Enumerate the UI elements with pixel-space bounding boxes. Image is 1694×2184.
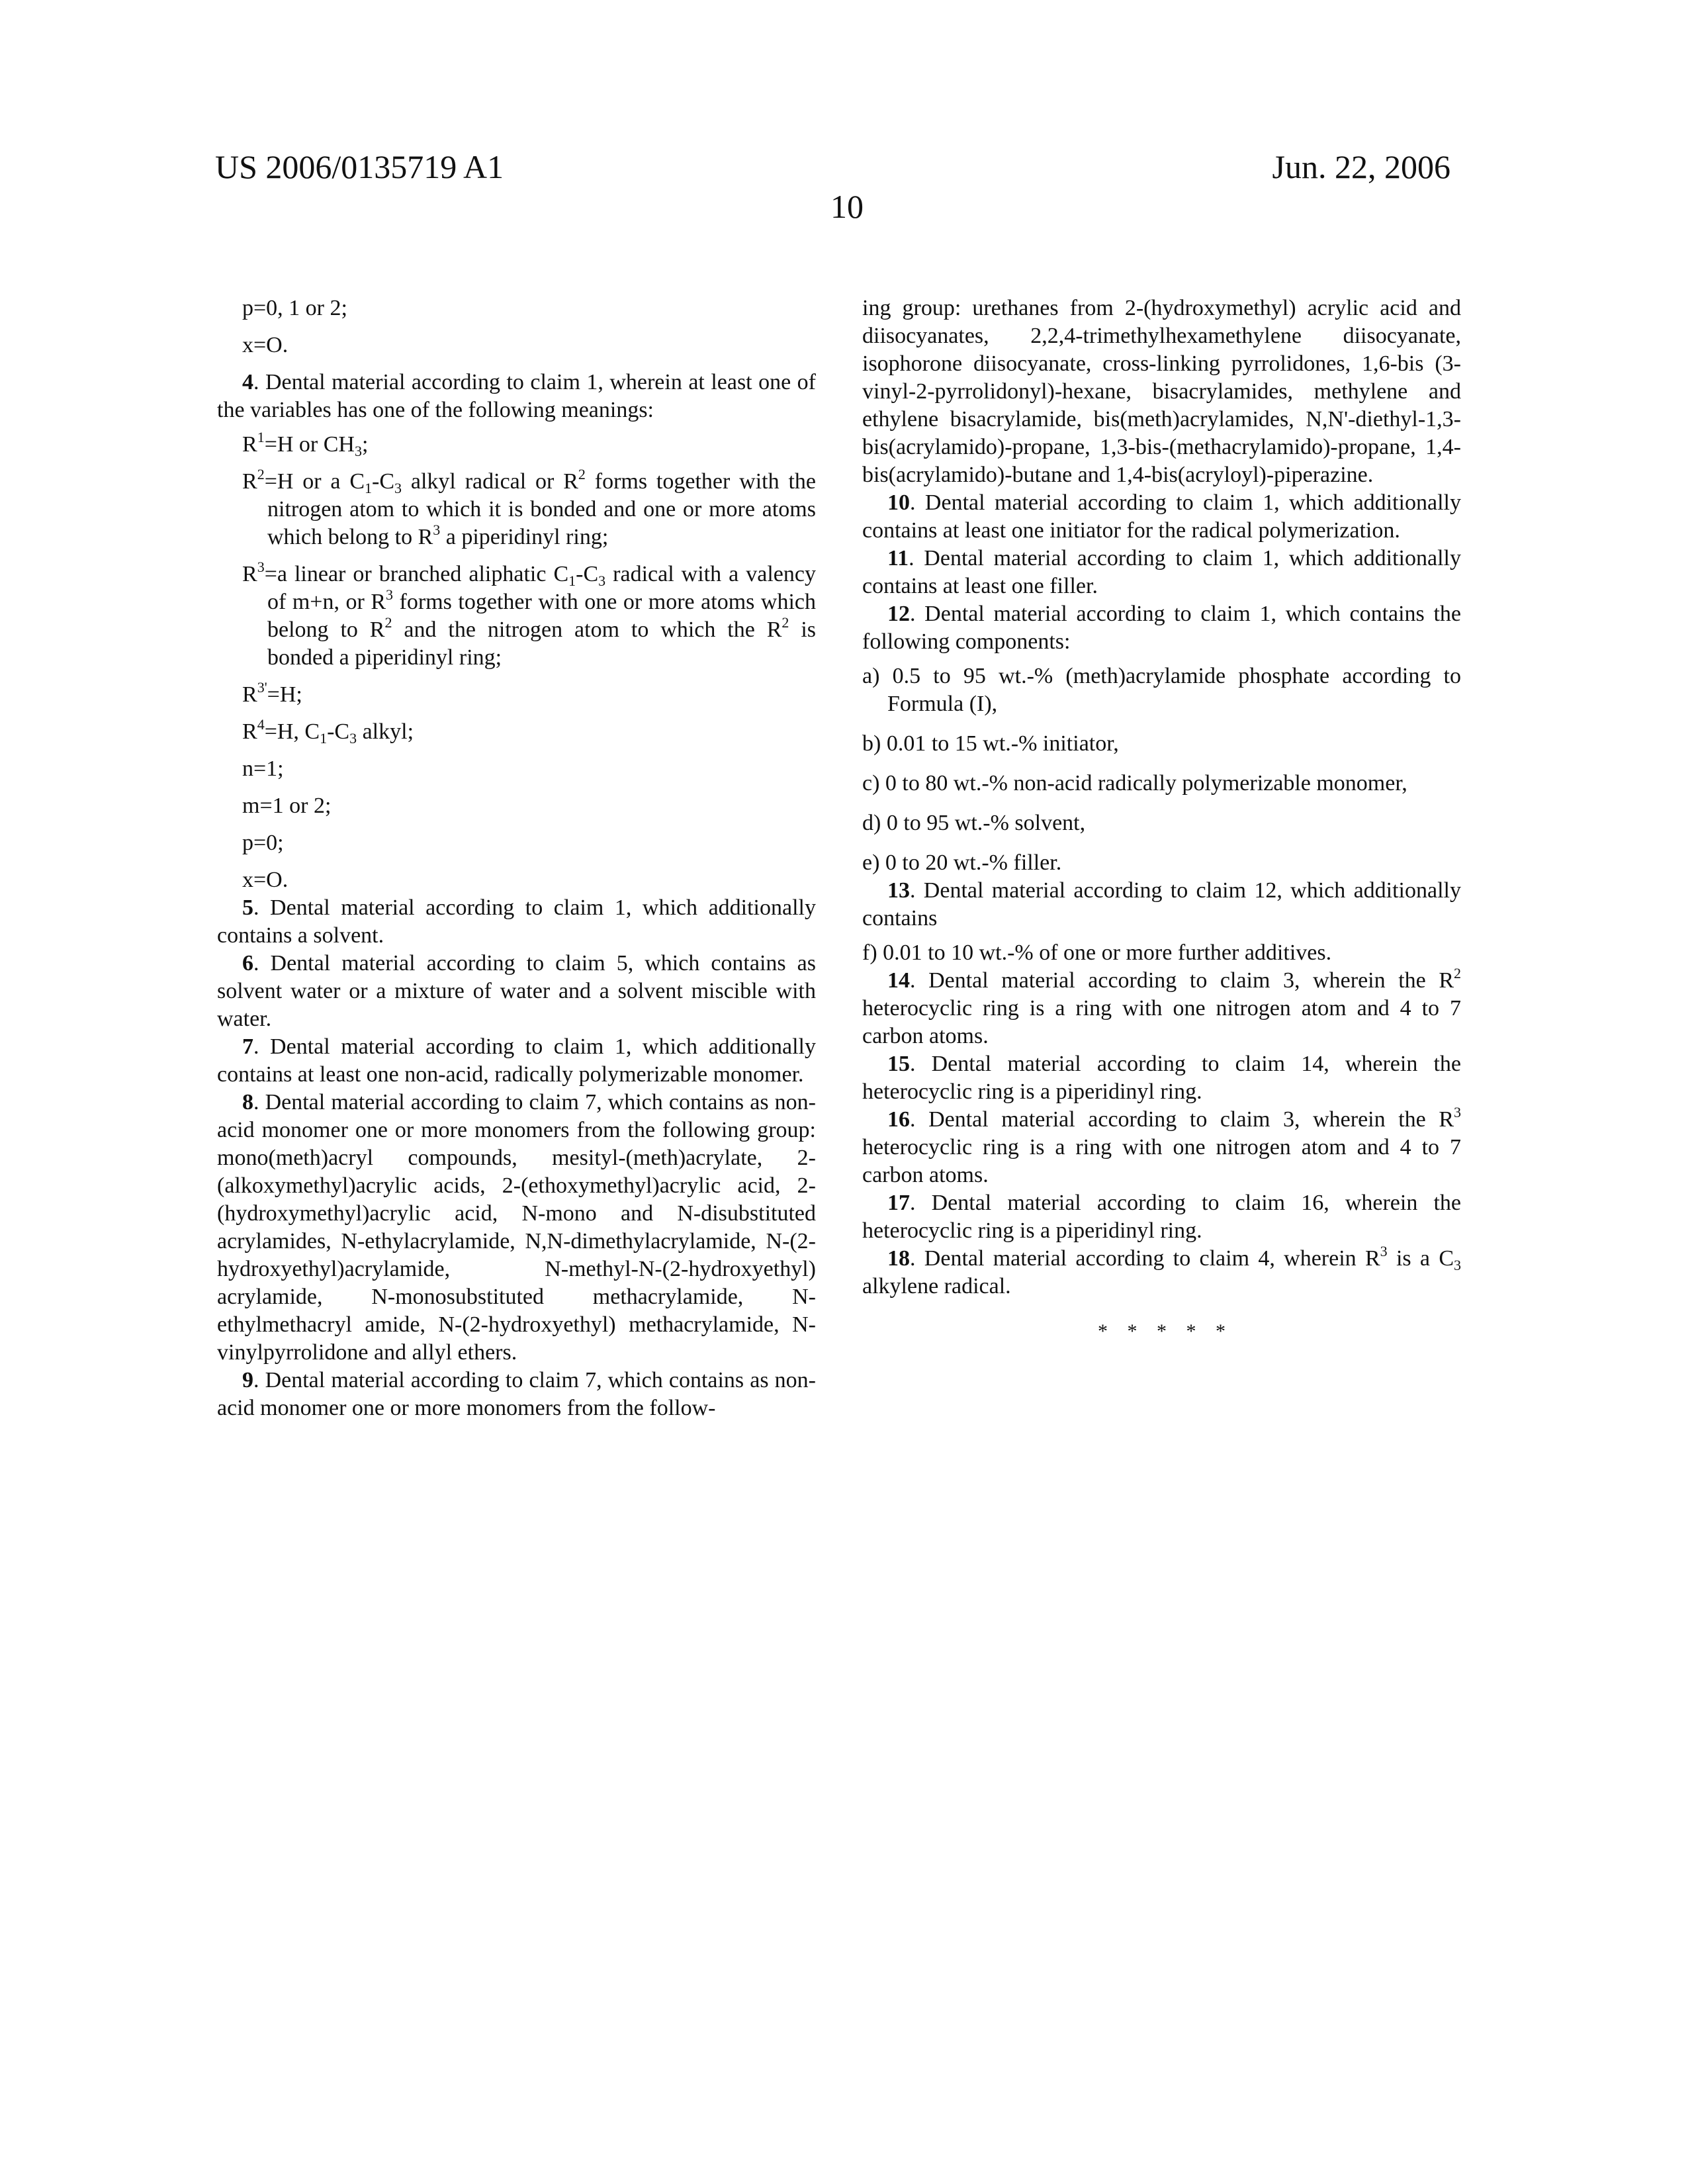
claim-16: 16. Dental material according to claim 3, wherein the R3 heterocyclic ring is a ring with one nitrogen atom and 4 to 7 carbon atoms. <box>862 1106 1461 1189</box>
variable-r1: R1=H or CH3; <box>217 431 816 459</box>
component-e: e) 0 to 20 wt.-% filler. <box>862 849 1461 877</box>
variable-r3-prime: R3'=H; <box>217 681 816 709</box>
variable-r3: R3=a linear or branched aliphatic C1-C3 radical with a valency of m+n, or R3 forms together with one or more atoms which belong to R2 and the nitrogen atom to which the R2 is bonded a piperidinyl ring; <box>217 561 816 672</box>
right-column <box>862 295 1461 1345</box>
claim-15: 15. Dental material according to claim 14, wherein the heterocyclic ring is a piperidinyl ring. <box>862 1050 1461 1106</box>
claim-11: 11. Dental material according to claim 1, which additionally contains at least one filler. <box>862 545 1461 600</box>
variable-p: p=0, 1 or 2; <box>217 295 816 322</box>
page-number: 10 <box>0 187 1694 226</box>
claim-8: 8. Dental material according to claim 7, which contains as non-acid monomer one or more monomers from the following group: mono(meth)acryl compounds, mesityl-(meth)acrylate, 2-(alkoxymethyl)acrylic acids, 2-(ethoxymethyl)acrylic acid, 2-(hydroxymethyl)acrylic acid, N-mono and N-disubstituted acrylamides, N-ethylacrylamide, N,N-dimethylacrylamide, N-(2-hydroxyethyl)acrylamide, N-methyl-N-(2-hydroxyethyl) acrylamide, N-monosubstituted methacrylamide, N-ethylmethacryl amide, N-(2-hydroxyethyl) methacrylamide, N-vinylpyrrolidone and allyl ethers. <box>217 1089 816 1367</box>
claim-17: 17. Dental material according to claim 16, wherein the heterocyclic ring is a piperidinyl ring. <box>862 1189 1461 1245</box>
claim-5: 5. Dental material according to claim 1, which additionally contains a solvent. <box>217 894 816 950</box>
claim-9: 9. Dental material according to claim 7, which contains as non-acid monomer one or more monomers from the follow- <box>217 1367 816 1422</box>
component-d: d) 0 to 95 wt.-% solvent, <box>862 809 1461 837</box>
variable-x2: x=O. <box>217 866 816 894</box>
claim-4: 4. Dental material according to claim 1, wherein at least one of the variables has one of the following meanings: <box>217 369 816 424</box>
variable-r2: R2=H or a C1-C3 alkyl radical or R2 forms together with the nitrogen atom to which it is bonded and one or more atoms which belong to R3 a piperidinyl ring; <box>217 468 816 551</box>
claim-10: 10. Dental material according to claim 1, which additionally contains at least one initiator for the radical polymerization. <box>862 489 1461 545</box>
variable-m: m=1 or 2; <box>217 792 816 820</box>
claim-18: 18. Dental material according to claim 4, wherein R3 is a C3 alkylene radical. <box>862 1245 1461 1300</box>
claim-14: 14. Dental material according to claim 3, wherein the R2 heterocyclic ring is a ring with one nitrogen atom and 4 to 7 carbon atoms. <box>862 967 1461 1050</box>
claim-9-continued: ing group: urethanes from 2-(hydroxymethyl) acrylic acid and diisocyanates, 2,2,4-trimethylhexamethylene diisocyanate, isophorone diisocyanate, cross-linking pyrrolidones, 1,6-bis (3-vinyl-2-pyrrolidonyl)-hexane, bisacrylamides, methylene and ethylene bisacrylamide, bis(meth)acrylamides, N,N'-diethyl-1,3-bis(acrylamido)-propane, 1,3-bis-(methacrylamido)-propane, 1,4-bis(acrylamido)-butane and 1,4-bis(acryloyl)-piperazine. <box>862 295 1461 489</box>
variable-x: x=O. <box>217 332 816 359</box>
component-f: f) 0.01 to 10 wt.-% of one or more further additives. <box>862 939 1461 967</box>
claim-12: 12. Dental material according to claim 1, which contains the following components: <box>862 600 1461 656</box>
variable-p0: p=0; <box>217 829 816 857</box>
component-a: a) 0.5 to 95 wt.-% (meth)acrylamide phosphate according to Formula (I), <box>862 662 1461 718</box>
claim-7: 7. Dental material according to claim 1, which additionally contains at least one non-acid, radically polymerizable monomer. <box>217 1033 816 1089</box>
publication-date: Jun. 22, 2006 <box>1272 147 1450 187</box>
variable-n: n=1; <box>217 755 816 783</box>
left-column <box>217 295 816 1422</box>
claim-6: 6. Dental material according to claim 5, which contains as solvent water or a mixture of water and a solvent miscible with water. <box>217 950 816 1033</box>
end-of-document-marks: * * * * * <box>862 1318 1461 1345</box>
publication-number: US 2006/0135719 A1 <box>215 147 504 187</box>
variable-r4: R4=H, C1-C3 alkyl; <box>217 718 816 746</box>
claim-13: 13. Dental material according to claim 12, which additionally contains <box>862 877 1461 933</box>
component-b: b) 0.01 to 15 wt.-% initiator, <box>862 730 1461 758</box>
component-c: c) 0 to 80 wt.-% non-acid radically polymerizable monomer, <box>862 770 1461 797</box>
